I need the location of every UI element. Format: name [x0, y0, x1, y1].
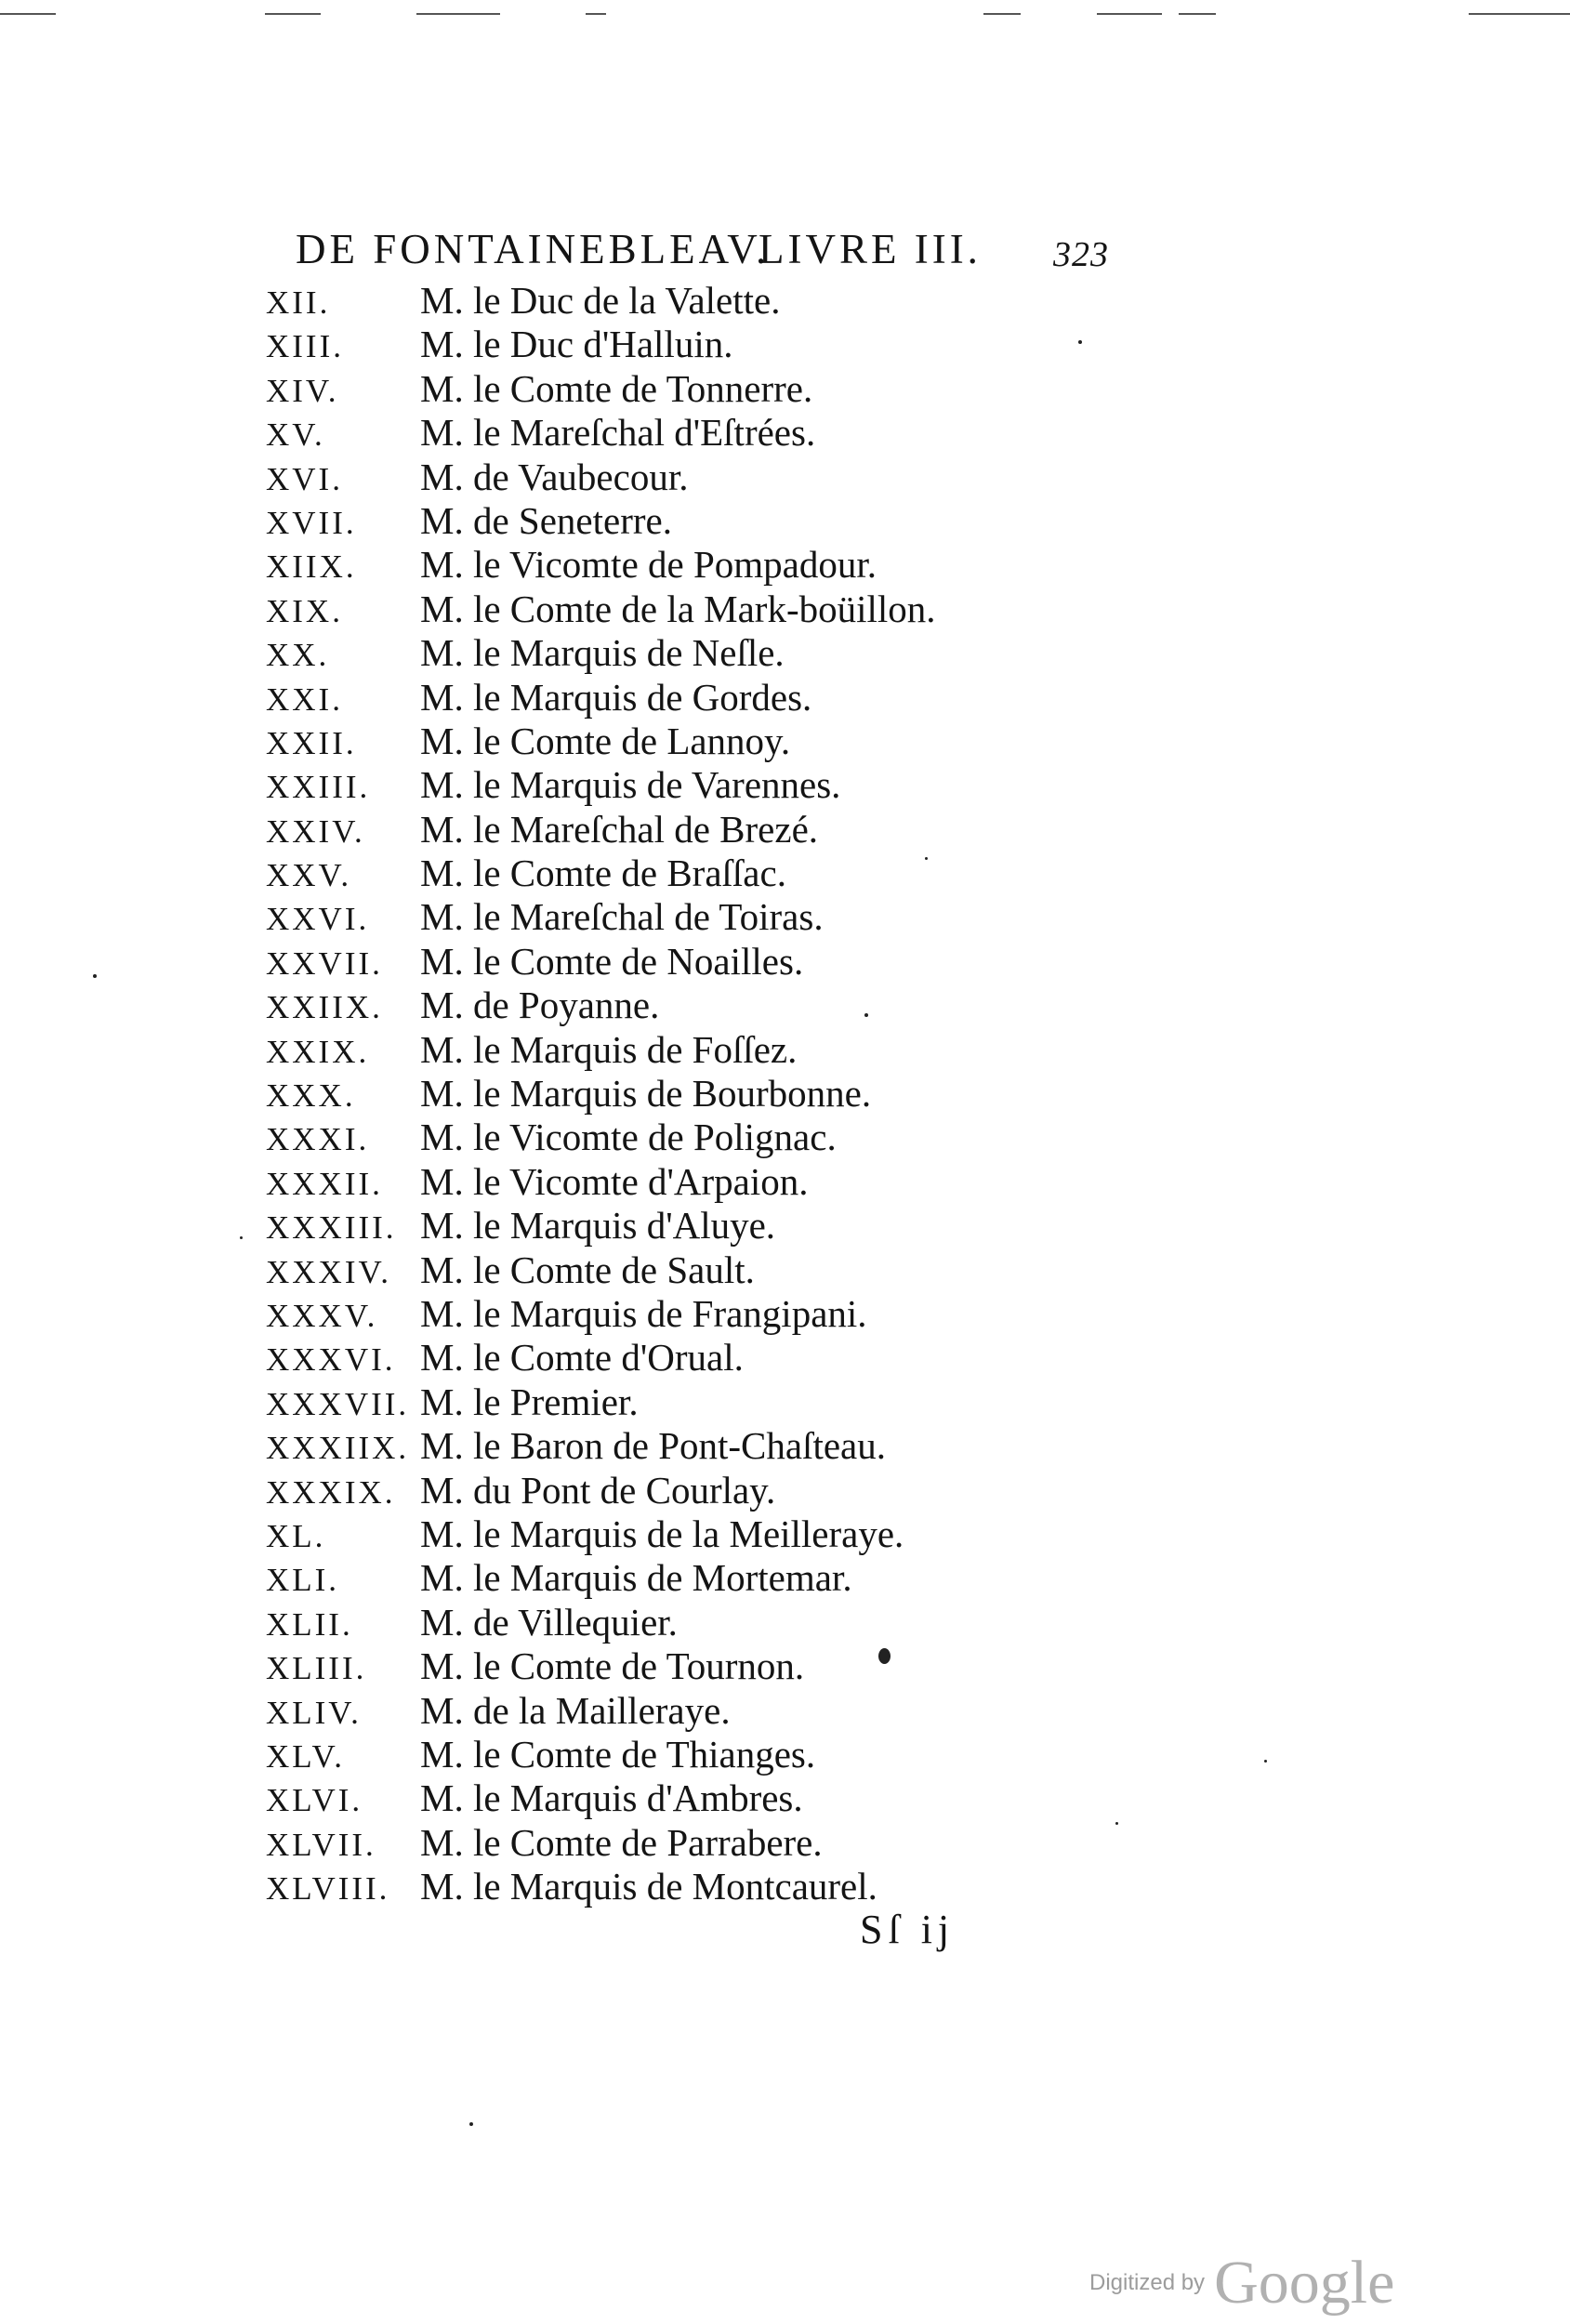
entry-numeral: XLVIII. [266, 1870, 390, 1908]
entry-name: M. le Vicomte de Pompadour. [420, 543, 877, 587]
entry-name: M. de Seneterre. [420, 498, 672, 542]
entry-name: M. le Vicomte de Polignac. [420, 1116, 837, 1159]
top-rule [0, 13, 56, 15]
entry-numeral: XL. [266, 1517, 326, 1554]
entry-numeral: XXXIII. [266, 1209, 397, 1247]
roster-entry [266, 499, 1102, 543]
entry-numeral: XIV. [266, 372, 339, 409]
entry-numeral: XX. [266, 637, 330, 674]
entry-name: M. le Marquis de Neſle. [420, 631, 785, 675]
entry-numeral: XIX. [266, 592, 343, 629]
entry-numeral: XXIIX. [266, 989, 383, 1026]
roster-entry [266, 763, 1102, 807]
entry-numeral: XVII. [266, 504, 357, 541]
entry-numeral: XIIX. [266, 548, 357, 586]
entry-numeral: XXVII. [266, 944, 383, 982]
entry-numeral: XVI. [266, 460, 343, 497]
entry-numeral: XXXVI. [266, 1341, 396, 1379]
roster-entry [266, 1072, 1102, 1116]
roster-entry [266, 1733, 1102, 1776]
running-head-book: LIVRE III. [759, 226, 982, 272]
entry-name: M. le Comte de Tonnerre. [420, 366, 813, 410]
entry-name: M. le Comte de Lannoy. [420, 719, 791, 762]
entry-name: M. le Comte de Sault. [420, 1248, 755, 1291]
roster-entry [266, 1292, 1102, 1336]
entry-name: M. du Pont de Courlay. [420, 1468, 776, 1512]
roster-entry [266, 1865, 1102, 1908]
roster-entry [266, 940, 1102, 984]
roster-entry [266, 984, 1102, 1027]
top-rule [983, 13, 1021, 15]
roster-entry [266, 1160, 1102, 1204]
roster-entry [266, 1204, 1102, 1248]
roster-entry [266, 1556, 1102, 1600]
entry-numeral: XXXV. [266, 1297, 378, 1334]
roster-entry [266, 1689, 1102, 1733]
entry-numeral: XXIX. [266, 1033, 370, 1070]
running-head-title: DE FONTAINEBLEAV. [296, 226, 771, 272]
entry-name: M. le Comte de la Mark-boüillon. [420, 587, 936, 630]
roster-entry [266, 631, 1102, 675]
ink-speck [925, 857, 928, 860]
entry-numeral: XXXI. [266, 1121, 370, 1158]
roster-entry [266, 1028, 1102, 1072]
entry-name: M. le Comte de Braſſac. [420, 852, 786, 895]
roster-entry [266, 323, 1102, 366]
roster-entry [266, 1469, 1102, 1512]
signature-mark: Sſ ij [860, 1907, 956, 1952]
ink-speck [864, 1013, 868, 1017]
entry-name: M. le Marquis d'Ambres. [420, 1776, 803, 1820]
entry-name: M. le Marquis de Gordes. [420, 675, 812, 719]
entry-name: M. le Duc d'Halluin. [420, 323, 733, 366]
digitized-watermark [1089, 2248, 1394, 2318]
entry-numeral: XXXIX. [266, 1473, 396, 1511]
roster-entry [266, 411, 1102, 455]
entry-name: M. le Comte de Thianges. [420, 1732, 816, 1776]
roster-entry [266, 1336, 1102, 1380]
ink-speck [93, 974, 97, 978]
entry-name: M. le Vicomte d'Arpaion. [420, 1159, 809, 1203]
entry-numeral: XXIV. [266, 812, 365, 850]
top-rule [265, 13, 321, 15]
roster-entry [266, 808, 1102, 852]
entry-numeral: XLV. [266, 1737, 345, 1775]
entry-numeral: XXII. [266, 724, 357, 761]
entry-name: M. le Comte de Tournon. [420, 1644, 805, 1688]
roster-entry [266, 720, 1102, 763]
running-head [296, 221, 1300, 277]
top-rule [416, 13, 500, 15]
entry-numeral: XXXIV. [266, 1253, 391, 1290]
entry-name: M. de Poyanne. [420, 984, 660, 1027]
entry-numeral: XXV. [266, 857, 352, 894]
top-rule [1469, 13, 1570, 15]
page-number: 323 [1053, 235, 1109, 274]
entry-numeral: XXVI. [266, 901, 370, 938]
entry-name: M. de Villequier. [420, 1600, 678, 1644]
entry-name: M. le Marquis de Varennes. [420, 763, 841, 807]
entry-numeral: XV. [266, 416, 325, 454]
roster-entry [266, 1601, 1102, 1644]
entry-name: M. le Mareſchal de Toiras. [420, 895, 824, 939]
ink-speck [1115, 1822, 1118, 1825]
entry-numeral: XLII. [266, 1605, 353, 1643]
entry-numeral: XIII. [266, 328, 344, 365]
entry-name: M. de Vaubecour. [420, 455, 689, 498]
entry-name: M. le Comte de Noailles. [420, 939, 804, 983]
entry-numeral: XXXII. [266, 1165, 383, 1202]
entry-name: M. le Marquis d'Aluye. [420, 1204, 776, 1248]
ink-speck [240, 1236, 243, 1239]
entry-name: M. le Premier. [420, 1380, 639, 1423]
roster-entry [266, 588, 1102, 631]
roster-list [266, 279, 1102, 1908]
roster-entry [266, 1776, 1102, 1820]
entry-name: M. le Comte de Parrabere. [420, 1820, 823, 1864]
ink-speck [878, 1648, 891, 1664]
roster-entry [266, 543, 1102, 587]
roster-entry [266, 1380, 1102, 1424]
roster-entry [266, 1248, 1102, 1292]
entry-name: M. le Marquis de Frangipani. [420, 1291, 867, 1335]
roster-entry [266, 676, 1102, 720]
watermark-prefix: Digitized by [1089, 2270, 1206, 2295]
roster-entry [266, 367, 1102, 411]
entry-name: M. le Marquis de Mortemar. [420, 1556, 852, 1600]
entry-name: M. le Mareſchal d'Eſtrées. [420, 411, 816, 455]
ink-speck [469, 2122, 473, 2126]
roster-entry [266, 279, 1102, 323]
entry-name: M. le Duc de la Valette. [420, 279, 781, 322]
entry-numeral: XLVII. [266, 1826, 376, 1863]
roster-entry [266, 1116, 1102, 1159]
entry-numeral: XXXIIX. [266, 1430, 410, 1467]
entry-numeral: XLVI. [266, 1782, 363, 1819]
entry-numeral: XXXVII. [266, 1385, 410, 1422]
google-logo: Google [1214, 2249, 1395, 2317]
entry-numeral: XLI. [266, 1562, 340, 1599]
roster-entry [266, 456, 1102, 499]
roster-entry [266, 1512, 1102, 1556]
top-rule [586, 13, 606, 15]
entry-name: M. le Mareſchal de Brezé. [420, 807, 819, 851]
entry-numeral: XXI. [266, 680, 343, 718]
entry-name: M. le Marquis de Foſſez. [420, 1027, 798, 1071]
entry-numeral: XLIII. [266, 1650, 367, 1687]
entry-name: M. de la Mailleraye. [420, 1688, 731, 1732]
roster-entry [266, 1644, 1102, 1688]
ink-speck [1264, 1760, 1267, 1763]
entry-name: M. le Marquis de Montcaurel. [420, 1865, 877, 1908]
entry-numeral: XII. [266, 284, 331, 321]
roster-entry [266, 852, 1102, 895]
ink-speck [1078, 340, 1082, 344]
roster-entry [266, 1424, 1102, 1468]
entry-numeral: XXIII. [266, 769, 371, 806]
entry-numeral: XLIV. [266, 1694, 362, 1731]
roster-entry [266, 1821, 1102, 1865]
entry-name: M. le Comte d'Orual. [420, 1336, 744, 1380]
top-rule [1097, 13, 1162, 15]
roster-entry [266, 895, 1102, 939]
entry-name: M. le Marquis de la Meilleraye. [420, 1512, 904, 1555]
entry-name: M. le Marquis de Bourbonne. [420, 1072, 872, 1116]
entry-name: M. le Baron de Pont-Chaſteau. [420, 1424, 887, 1468]
entry-numeral: XXX. [266, 1077, 356, 1115]
top-rule [1179, 13, 1216, 15]
